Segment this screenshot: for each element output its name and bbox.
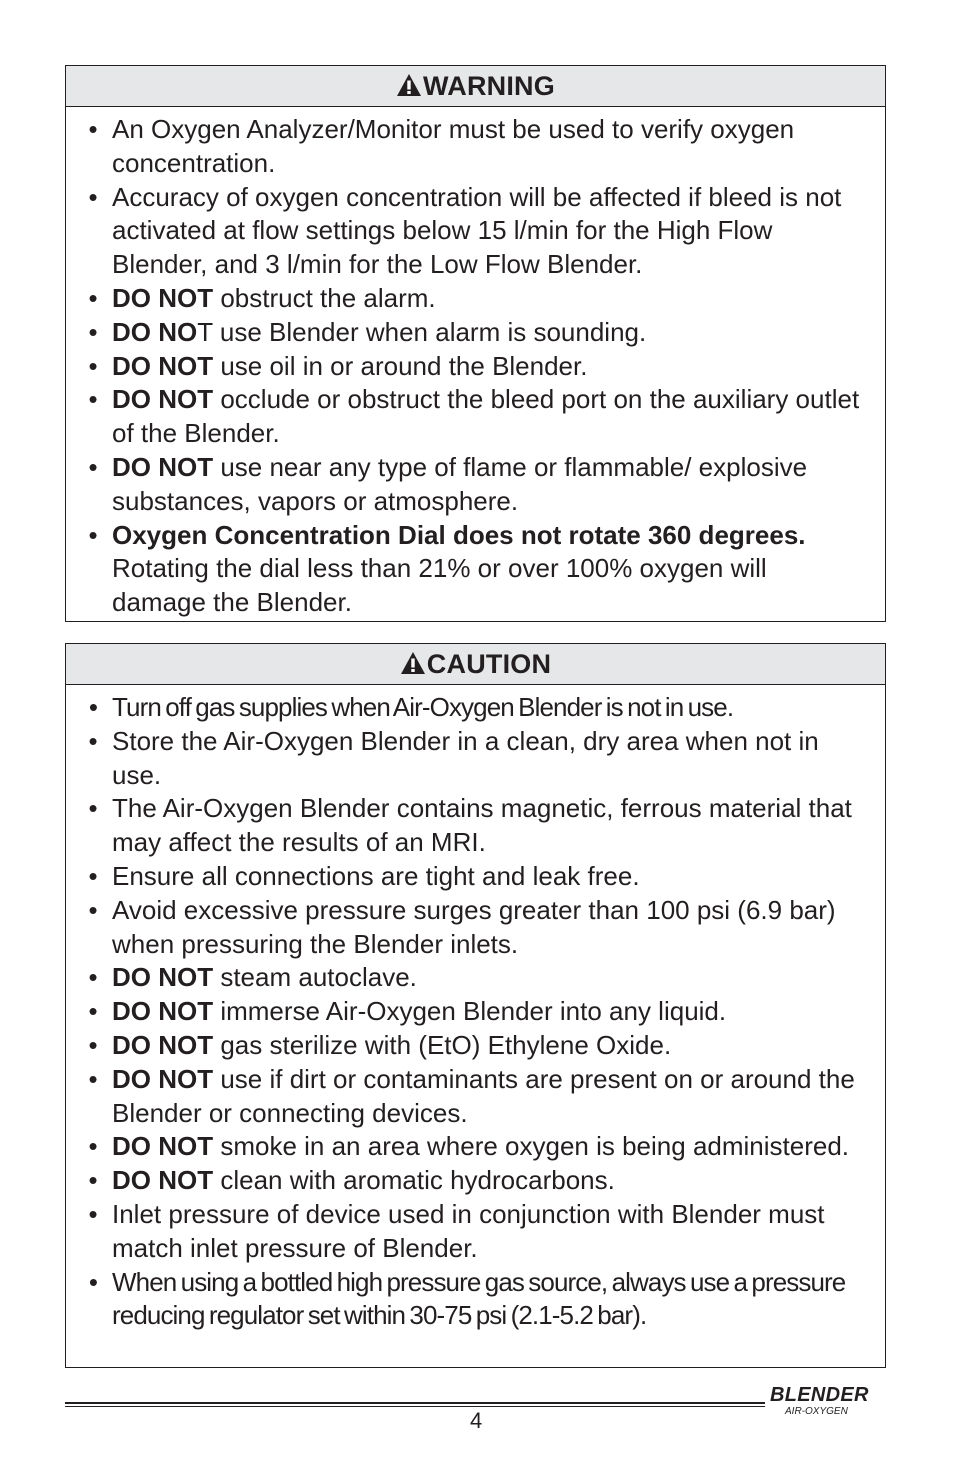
warning-list — [66, 107, 885, 624]
brand-subtitle: AIR-OXYGEN — [785, 1406, 848, 1417]
warning-triangle-icon — [400, 651, 426, 675]
page-number: 4 — [470, 1408, 483, 1433]
list-item: • DO NOT use near any type of flame or flammable/ explosive substances, vapors or atmosphere. — [88, 451, 808, 516]
list-item: • When using a bottled high pressure gas source, always use a pressure reducing regulator set within 30-75 psi (2.1-5.2 bar). — [88, 1266, 846, 1331]
brand-name: BLENDER — [770, 1384, 869, 1406]
list-item: • DO NOT immerse Air-Oxygen Blender into any liquid. — [88, 996, 727, 1027]
warning-triangle-icon — [396, 73, 422, 97]
list-item: • Accuracy of oxygen concentration will be affected if bleed is not activated at flow settings below 15 l/min for the High Flow Blender, and 3 l/min for the Low Flow Blender. — [88, 181, 842, 280]
list-item: • DO NOT use Blender when alarm is sounding. — [88, 316, 647, 347]
list-item: • The Air-Oxygen Blender contains magnetic, ferrous material that may affect the results of an MRI. — [88, 793, 852, 858]
list-item: • Ensure all connections are tight and leak free. — [88, 860, 640, 891]
warning-box — [65, 65, 886, 622]
footer-rule — [65, 1402, 765, 1409]
warning-title: WARNING — [423, 70, 555, 101]
list-item: • Turn off gas supplies when Air-Oxygen Blender is not in use. — [88, 692, 734, 722]
list-item: • DO NOT use oil in or around the Blender. — [88, 350, 588, 381]
list-item: • DO NOT use if dirt or contaminants are present on or around the Blender or connecting devices. — [88, 1063, 855, 1128]
caution-box — [65, 643, 886, 1368]
caution-header — [66, 644, 885, 685]
list-item: • DO NOT obstruct the alarm. — [88, 282, 436, 313]
list-item: • An Oxygen Analyzer/Monitor must be used to verify oxygen concentration. — [88, 114, 795, 178]
list-item: • Oxygen Concentration Dial does not rotate 360 degrees. Rotating the dial less than 21% or over 100% oxygen will damage the Blender. — [88, 519, 806, 618]
list-item: • DO NOT steam autoclave. — [88, 962, 417, 993]
list-item: • Store the Air-Oxygen Blender in a clean, dry area when not in use. — [88, 725, 819, 790]
list-item: • DO NOT clean with aromatic hydrocarbons. — [88, 1165, 615, 1196]
brand-logo — [770, 1384, 880, 1418]
list-item: • DO NOT gas sterilize with (EtO) Ethylene Oxide. — [88, 1029, 672, 1060]
warning-header — [66, 66, 885, 107]
list-item: • DO NOT smoke in an area where oxygen is being administered. — [88, 1131, 850, 1162]
caution-title: CAUTION — [426, 648, 552, 679]
caution-list — [66, 685, 885, 1337]
list-item: • Inlet pressure of device used in conjunction with Blender must match inlet pressure of Blender. — [88, 1198, 825, 1263]
list-item: • DO NOT occlude or obstruct the bleed port on the auxiliary outlet of the Blender. — [88, 384, 860, 449]
list-item: • Avoid excessive pressure surges greater than 100 psi (6.9 bar) when pressuring the Blender inlets. — [88, 894, 836, 959]
